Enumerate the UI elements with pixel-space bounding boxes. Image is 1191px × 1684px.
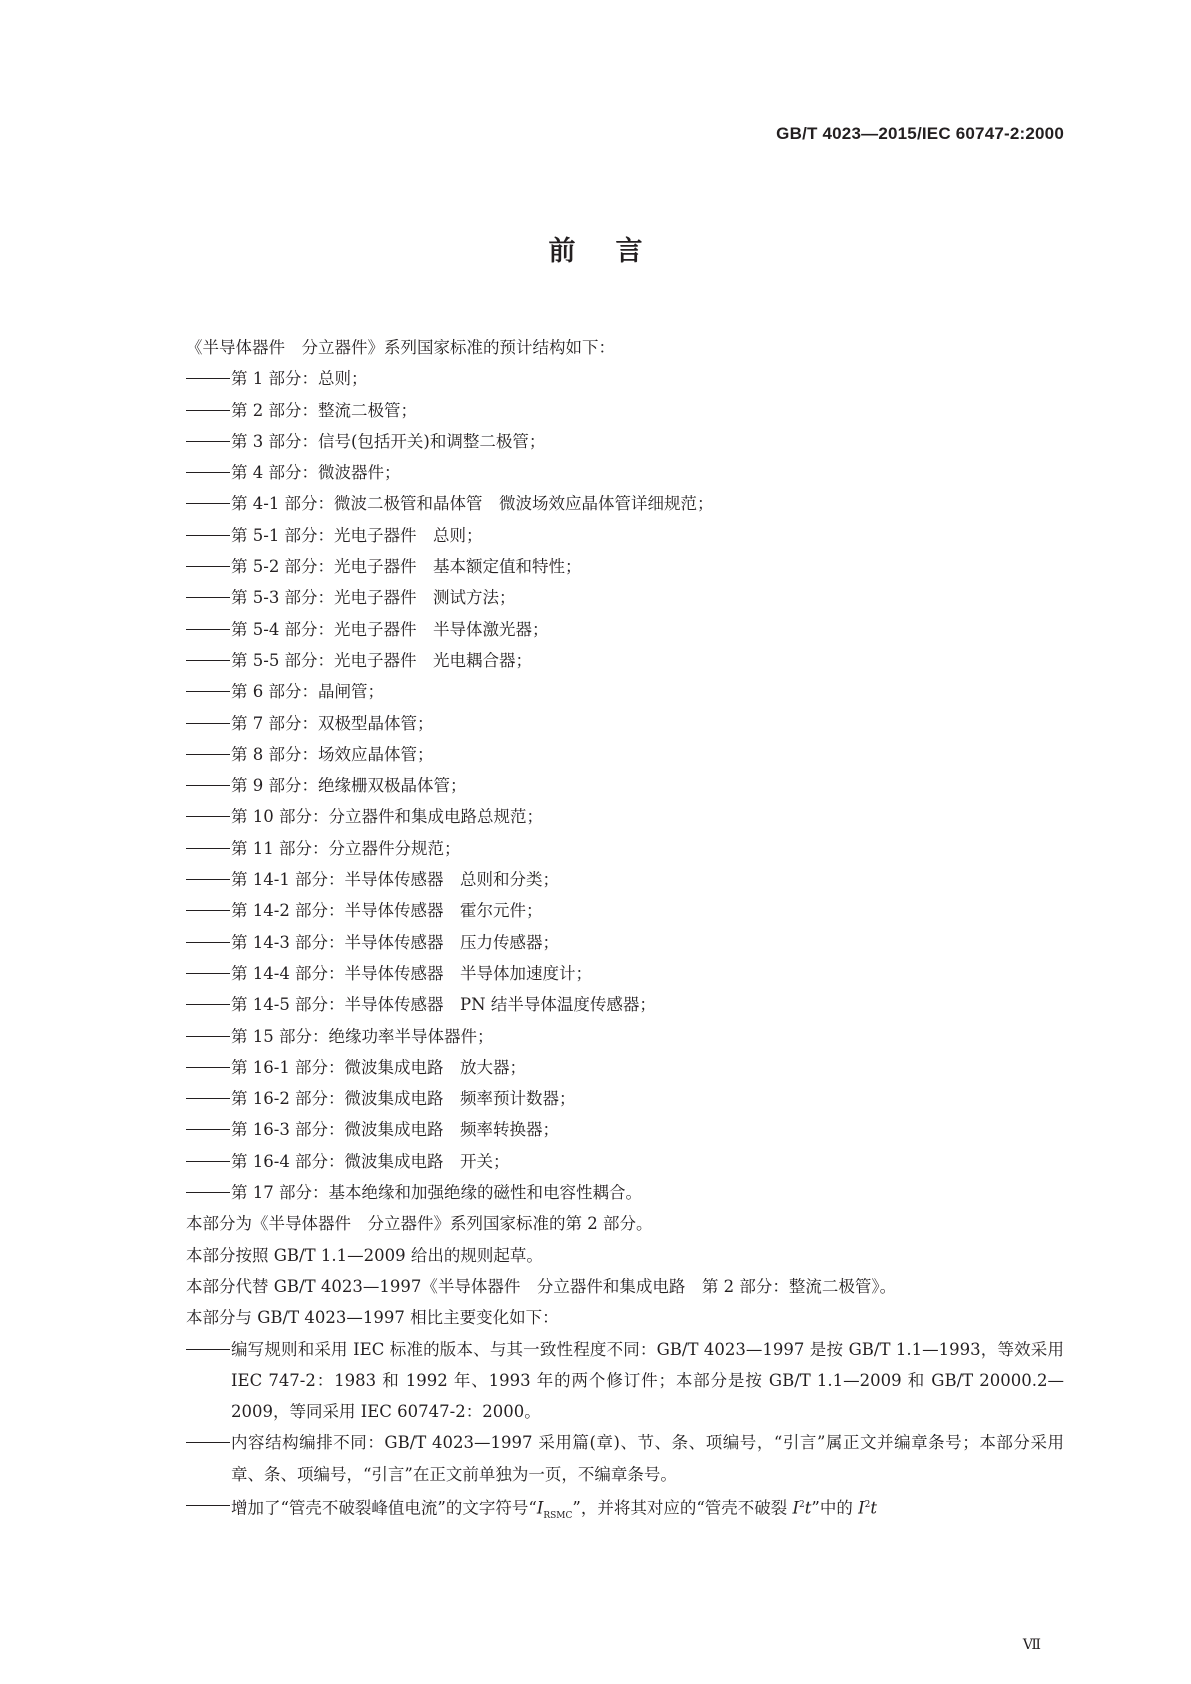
series-item: 第 17 部分：基本绝缘和加强绝缘的磁性和电容性耦合。: [186, 1177, 1064, 1208]
series-item: 第 15 部分：绝缘功率半导体器件；: [186, 1021, 1064, 1052]
i2t-i-2: I: [858, 1498, 865, 1518]
last-change-text-1: 增加了“管壳不破裂峰值电流”的文字符号“: [231, 1498, 537, 1518]
change-item: 编写规则和采用 IEC 标准的版本、与其一致性程度不同：GB/T 4023—1997 是按 GB/T 1.1—1993，等效采用 IEC 747-2：1983 和 1992 年、1993 年的两个修订件；本部分是按 GB/T 1.1—2009 和 GB/T 20000.2—2009，等同采用 IEC 60747-2：2000。: [186, 1334, 1064, 1428]
series-item: 第 5-1 部分：光电子器件 总则；: [186, 520, 1064, 551]
body-paragraph: 本部分按照 GB/T 1.1—2009 给出的规则起草。: [186, 1245, 543, 1265]
series-item: 第 10 部分：分立器件和集成电路总规范；: [186, 801, 1064, 832]
change-list: [186, 1334, 1064, 1490]
series-item: 第 16-4 部分：微波集成电路 开关；: [186, 1146, 1064, 1177]
symbol-i: I: [536, 1498, 544, 1518]
page-title: [0, 229, 1191, 268]
series-item: 第 7 部分：双极型晶体管；: [186, 708, 1064, 739]
body-paragraph: 本部分为《半导体器件 分立器件》系列国家标准的第 2 部分。: [186, 1214, 653, 1234]
standard-code: GB/T 4023—2015/IEC 60747-2:2000: [776, 124, 1064, 143]
series-item: 第 16-3 部分：微波集成电路 频率转换器；: [186, 1114, 1064, 1145]
series-item: 第 14-2 部分：半导体传感器 霍尔元件；: [186, 895, 1064, 926]
series-item: 第 9 部分：绝缘栅双极晶体管；: [186, 770, 1064, 801]
series-list: [186, 363, 1064, 1208]
intro-paragraph: 《半导体器件 分立器件》系列国家标准的预计结构如下：: [186, 338, 615, 357]
series-item: 第 6 部分：晶闸管；: [186, 676, 1064, 707]
i2t-sup-1: 2: [799, 1499, 805, 1510]
series-item: 第 4-1 部分：微波二极管和晶体管 微波场效应晶体管详细规范；: [186, 488, 1064, 519]
page-number: Ⅶ: [1022, 1637, 1041, 1653]
i2t-t-1: t: [804, 1498, 812, 1518]
series-item: 第 14-3 部分：半导体传感器 压力传感器；: [186, 927, 1064, 958]
series-item: 第 5-5 部分：光电子器件 光电耦合器；: [186, 645, 1064, 676]
last-change-text-3: ”中的: [811, 1498, 859, 1518]
series-item: 第 14-5 部分：半导体传感器 PN 结半导体温度传感器；: [186, 989, 1064, 1020]
paragraph-list: [186, 1208, 1064, 1333]
series-item: 第 1 部分：总则；: [186, 363, 1064, 394]
i2t-t-2: t: [870, 1498, 878, 1518]
i2t-i-1: I: [792, 1498, 800, 1518]
series-item: 第 5-2 部分：光电子器件 基本额定值和特性；: [186, 551, 1064, 582]
i2t-sup-2: 2: [864, 1499, 871, 1510]
series-item: 第 3 部分：信号(包括开关)和调整二极管；: [186, 426, 1064, 457]
title-char-2: 言: [615, 236, 643, 267]
series-item: 第 16-2 部分：微波集成电路 频率预计数器；: [186, 1083, 1064, 1114]
series-item: 第 14-4 部分：半导体传感器 半导体加速度计；: [186, 958, 1064, 989]
series-item: 第 8 部分：场效应晶体管；: [186, 739, 1064, 770]
symbol-sub: RSMC: [543, 1510, 573, 1521]
series-item: 第 5-3 部分：光电子器件 测试方法；: [186, 582, 1064, 613]
series-item: 第 5-4 部分：光电子器件 半导体激光器；: [186, 614, 1064, 645]
change-item-last: [186, 1490, 1064, 1521]
last-change-text-2: ”，并将其对应的“管壳不破裂: [572, 1498, 793, 1518]
series-item: 第 14-1 部分：半导体传感器 总则和分类；: [186, 864, 1064, 895]
body-paragraph: 本部分与 GB/T 4023—1997 相比主要变化如下：: [186, 1308, 559, 1328]
series-item: 第 2 部分：整流二极管；: [186, 395, 1064, 426]
series-item: 第 16-1 部分：微波集成电路 放大器；: [186, 1052, 1064, 1083]
series-item: 第 11 部分：分立器件分规范；: [186, 833, 1064, 864]
change-item: 内容结构编排不同：GB/T 4023—1997 采用篇(章)、节、条、项编号，“引言”属正文并编章条号；本部分采用章、条、项编号，“引言”在正文前单独为一页，不编章条号。: [186, 1427, 1064, 1490]
title-char-1: 前: [548, 236, 576, 267]
document-body: [186, 332, 1064, 1521]
body-paragraph: 本部分代替 GB/T 4023—1997《半导体器件 分立器件和集成电路 第 2 部分：整流二极管》。: [186, 1276, 897, 1296]
series-item: 第 4 部分：微波器件；: [186, 457, 1064, 488]
